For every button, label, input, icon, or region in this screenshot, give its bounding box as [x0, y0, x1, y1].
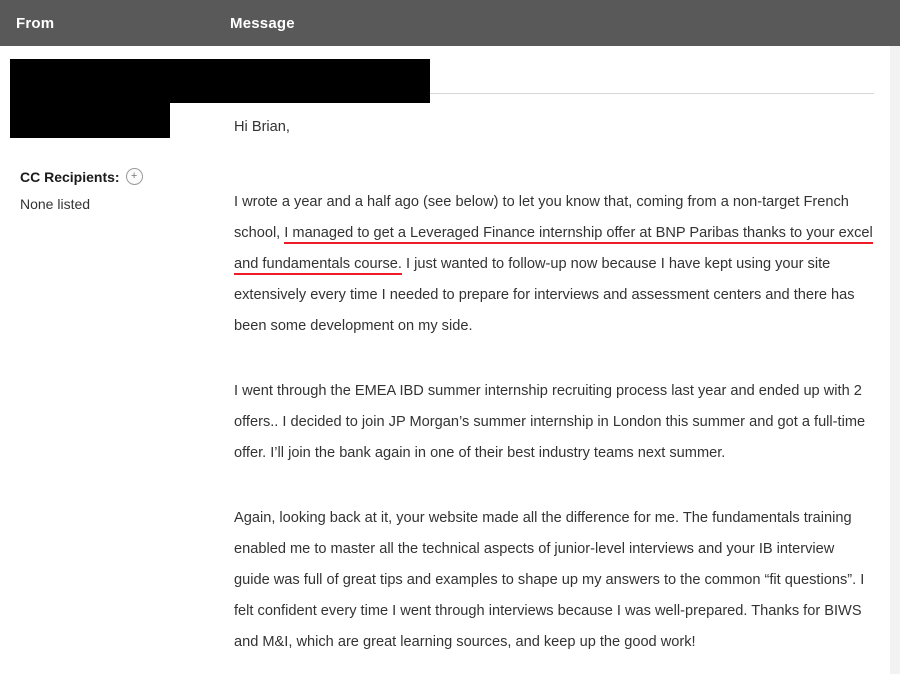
message-paragraph-2: I went through the EMEA IBD summer internship recruiting process last year and ended up with 2 offers.. I decided to join JP Morgan’s summer internship in London this summer and got a full-time offer. I’ll join the bank again in one of their best industry teams next summer. — [234, 383, 866, 461]
plus-circle-icon[interactable]: + — [126, 168, 143, 185]
cc-recipients-value: None listed — [20, 196, 91, 212]
paragraph-1-text-before: I wrote a year and a half ago (see below) to let you know that, coming from a non-target French school, — [234, 194, 849, 241]
email-row — [0, 46, 900, 674]
message-paragraph-1 — [234, 187, 874, 342]
column-header-from: From — [16, 14, 55, 32]
column-header-message: Message — [230, 14, 295, 32]
redacted-sender-email — [10, 103, 170, 138]
cc-recipients-label-row — [20, 168, 143, 185]
paragraph-1-highlight: I managed to get a Leveraged Finance internship offer at BNP Paribas thanks to your excel and fundamentals course. — [234, 225, 873, 275]
scrollbar[interactable] — [890, 46, 900, 674]
paragraph-1-text-after: I just wanted to follow-up now because I have kept using your site extensively every time I needed to prepare for interviews and assessment centers and there has been some development on my side. — [234, 256, 855, 334]
email-table-header — [0, 0, 900, 46]
message-body — [234, 46, 874, 658]
message-greeting: Hi Brian, — [234, 119, 290, 135]
message-paragraph-3: Again, looking back at it, your website made all the difference for me. The fundamentals training enabled me to master all the technical aspects of junior-level interviews and your IB interview guide was full of great tips and examples to shape up my answers to the common “fit questions”. I felt confident every time I went through interviews because I was well-prepared. Thanks for BIWS and M&I, which are great learning sources, and keep up the good work! — [234, 510, 865, 650]
from-cell — [0, 46, 230, 674]
redacted-sender-name — [10, 59, 430, 103]
message-cell — [230, 46, 900, 674]
cc-recipients-label: CC Recipients: — [20, 168, 120, 185]
